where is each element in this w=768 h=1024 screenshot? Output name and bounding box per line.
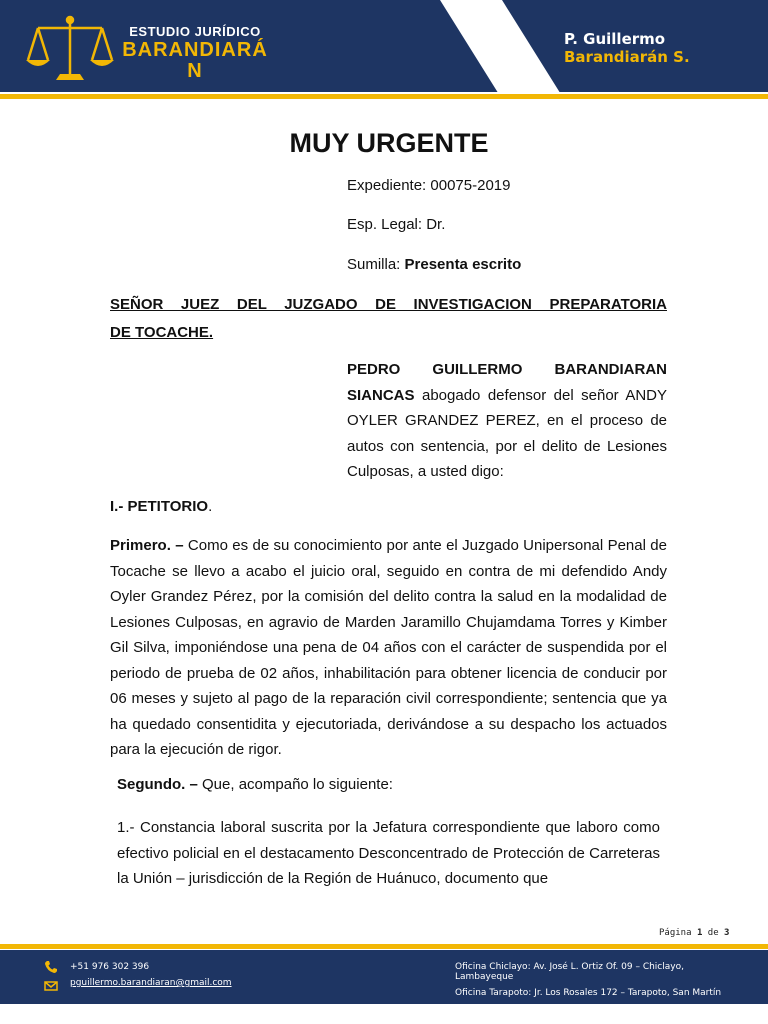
paragraph-segundo	[117, 776, 393, 793]
paragraph-primero-text: Como es de su conocimiento por ante el Juzgado Unipersonal Penal de Tocache se llevo a acabo el juicio oral, seguido en contra de mi defendido Andy Oyler Grandez Pérez, por la comisión del delito contra la salud en la modalidad de Lesiones Culposas, en agravio de Marden Jaramillo Chujamdama Torres y Kimber Gil Silva, imponiéndose una pena de 04 años con el carácter de suspendida por el periodo de prueba de 02 años, inhabilitación para obtener licencia de conducir por 06 meses y sujeto al pago de la reparación civil correspondiente; sentencia que ya ha quedado consentidita y ejecutoriada, derivándose a su despacho los actuados para la ejecución de rigor.	[110, 537, 667, 758]
lawyer-name-line1: P. Guillermo	[564, 30, 666, 48]
footer-office2: Oficina Tarapoto: Jr. Los Rosales 172 – Tarapoto, San Martín	[455, 988, 722, 998]
lawyer-name-line2: Barandiarán S.	[564, 48, 690, 66]
expediente: Expediente: 00075-2019	[347, 177, 511, 194]
mail-icon	[44, 978, 58, 992]
paragraph-item-1: 1.- Constancia laboral suscrita por la Jefatura correspondiente que laboro como efectivo policial en el destacamento Desconcentrado de Protección de Carreteras la Unión – jurisdicción de la Región de Huánuco, documento que	[117, 819, 660, 887]
footer-office1-line2: Lambayeque	[455, 972, 514, 982]
header-accent-line-right	[540, 94, 768, 99]
page-total: 3	[724, 928, 730, 938]
sumilla-label: Sumilla:	[347, 256, 405, 273]
paragraph-segundo-text: Que, acompaño lo siguiente:	[197, 776, 393, 793]
header-accent-line	[0, 94, 540, 99]
paragraph-segundo-label: Segundo. –	[117, 776, 198, 793]
phone-icon	[44, 960, 58, 974]
paragraph-primero-label: Primero. –	[110, 537, 184, 554]
intro-text: abogado defensor del señor ANDY OYLER GRANDEZ PEREZ, en el proceso de autos con sentencia, por el delito de Lesiones Culposas, a usted digo:	[347, 386, 667, 480]
letterhead-footer	[0, 950, 768, 1004]
footer-phone: +51 976 302 396	[70, 962, 150, 972]
addressee-line2: DE TOCACHE.	[110, 324, 214, 341]
page-label: Página	[659, 928, 692, 938]
scales-of-justice-icon	[24, 12, 116, 84]
footer-accent-line	[0, 944, 768, 949]
letterhead-header	[0, 0, 768, 92]
page-current: 1	[696, 928, 703, 938]
intro-name: PEDRO GUILLERMO BARANDIARAN SIANCAS	[347, 361, 667, 404]
header-diagonal-divider	[440, 0, 560, 92]
paragraph-primero	[110, 533, 667, 763]
firm-subtitle: ESTUDIO JURÍDICO	[129, 24, 261, 39]
page-number	[659, 928, 729, 938]
intro-paragraph	[347, 357, 667, 485]
addressee-line1: SEÑOR JUEZ DEL JUZGADO DE INVESTIGACION PREPARATORIA	[110, 296, 667, 313]
sumilla-value: Presenta escrito	[404, 256, 522, 273]
document-title: MUY URGENTE	[289, 128, 489, 158]
sumilla	[347, 256, 521, 273]
section-heading-bold: I.- PETITORIO	[110, 498, 209, 515]
esp-legal: Esp. Legal: Dr.	[347, 216, 446, 233]
footer-email[interactable]: pguillermo.barandiaran@gmail.com	[70, 978, 232, 988]
firm-name: BARANDIARÁN	[122, 39, 268, 82]
page-of-label: de	[707, 928, 719, 938]
section-heading	[110, 498, 212, 515]
section-heading-dot: .	[208, 498, 213, 515]
footer-office1-line1: Oficina Chiclayo: Av. José L. Ortiz Of. 09 – Chiclayo,	[455, 962, 684, 972]
